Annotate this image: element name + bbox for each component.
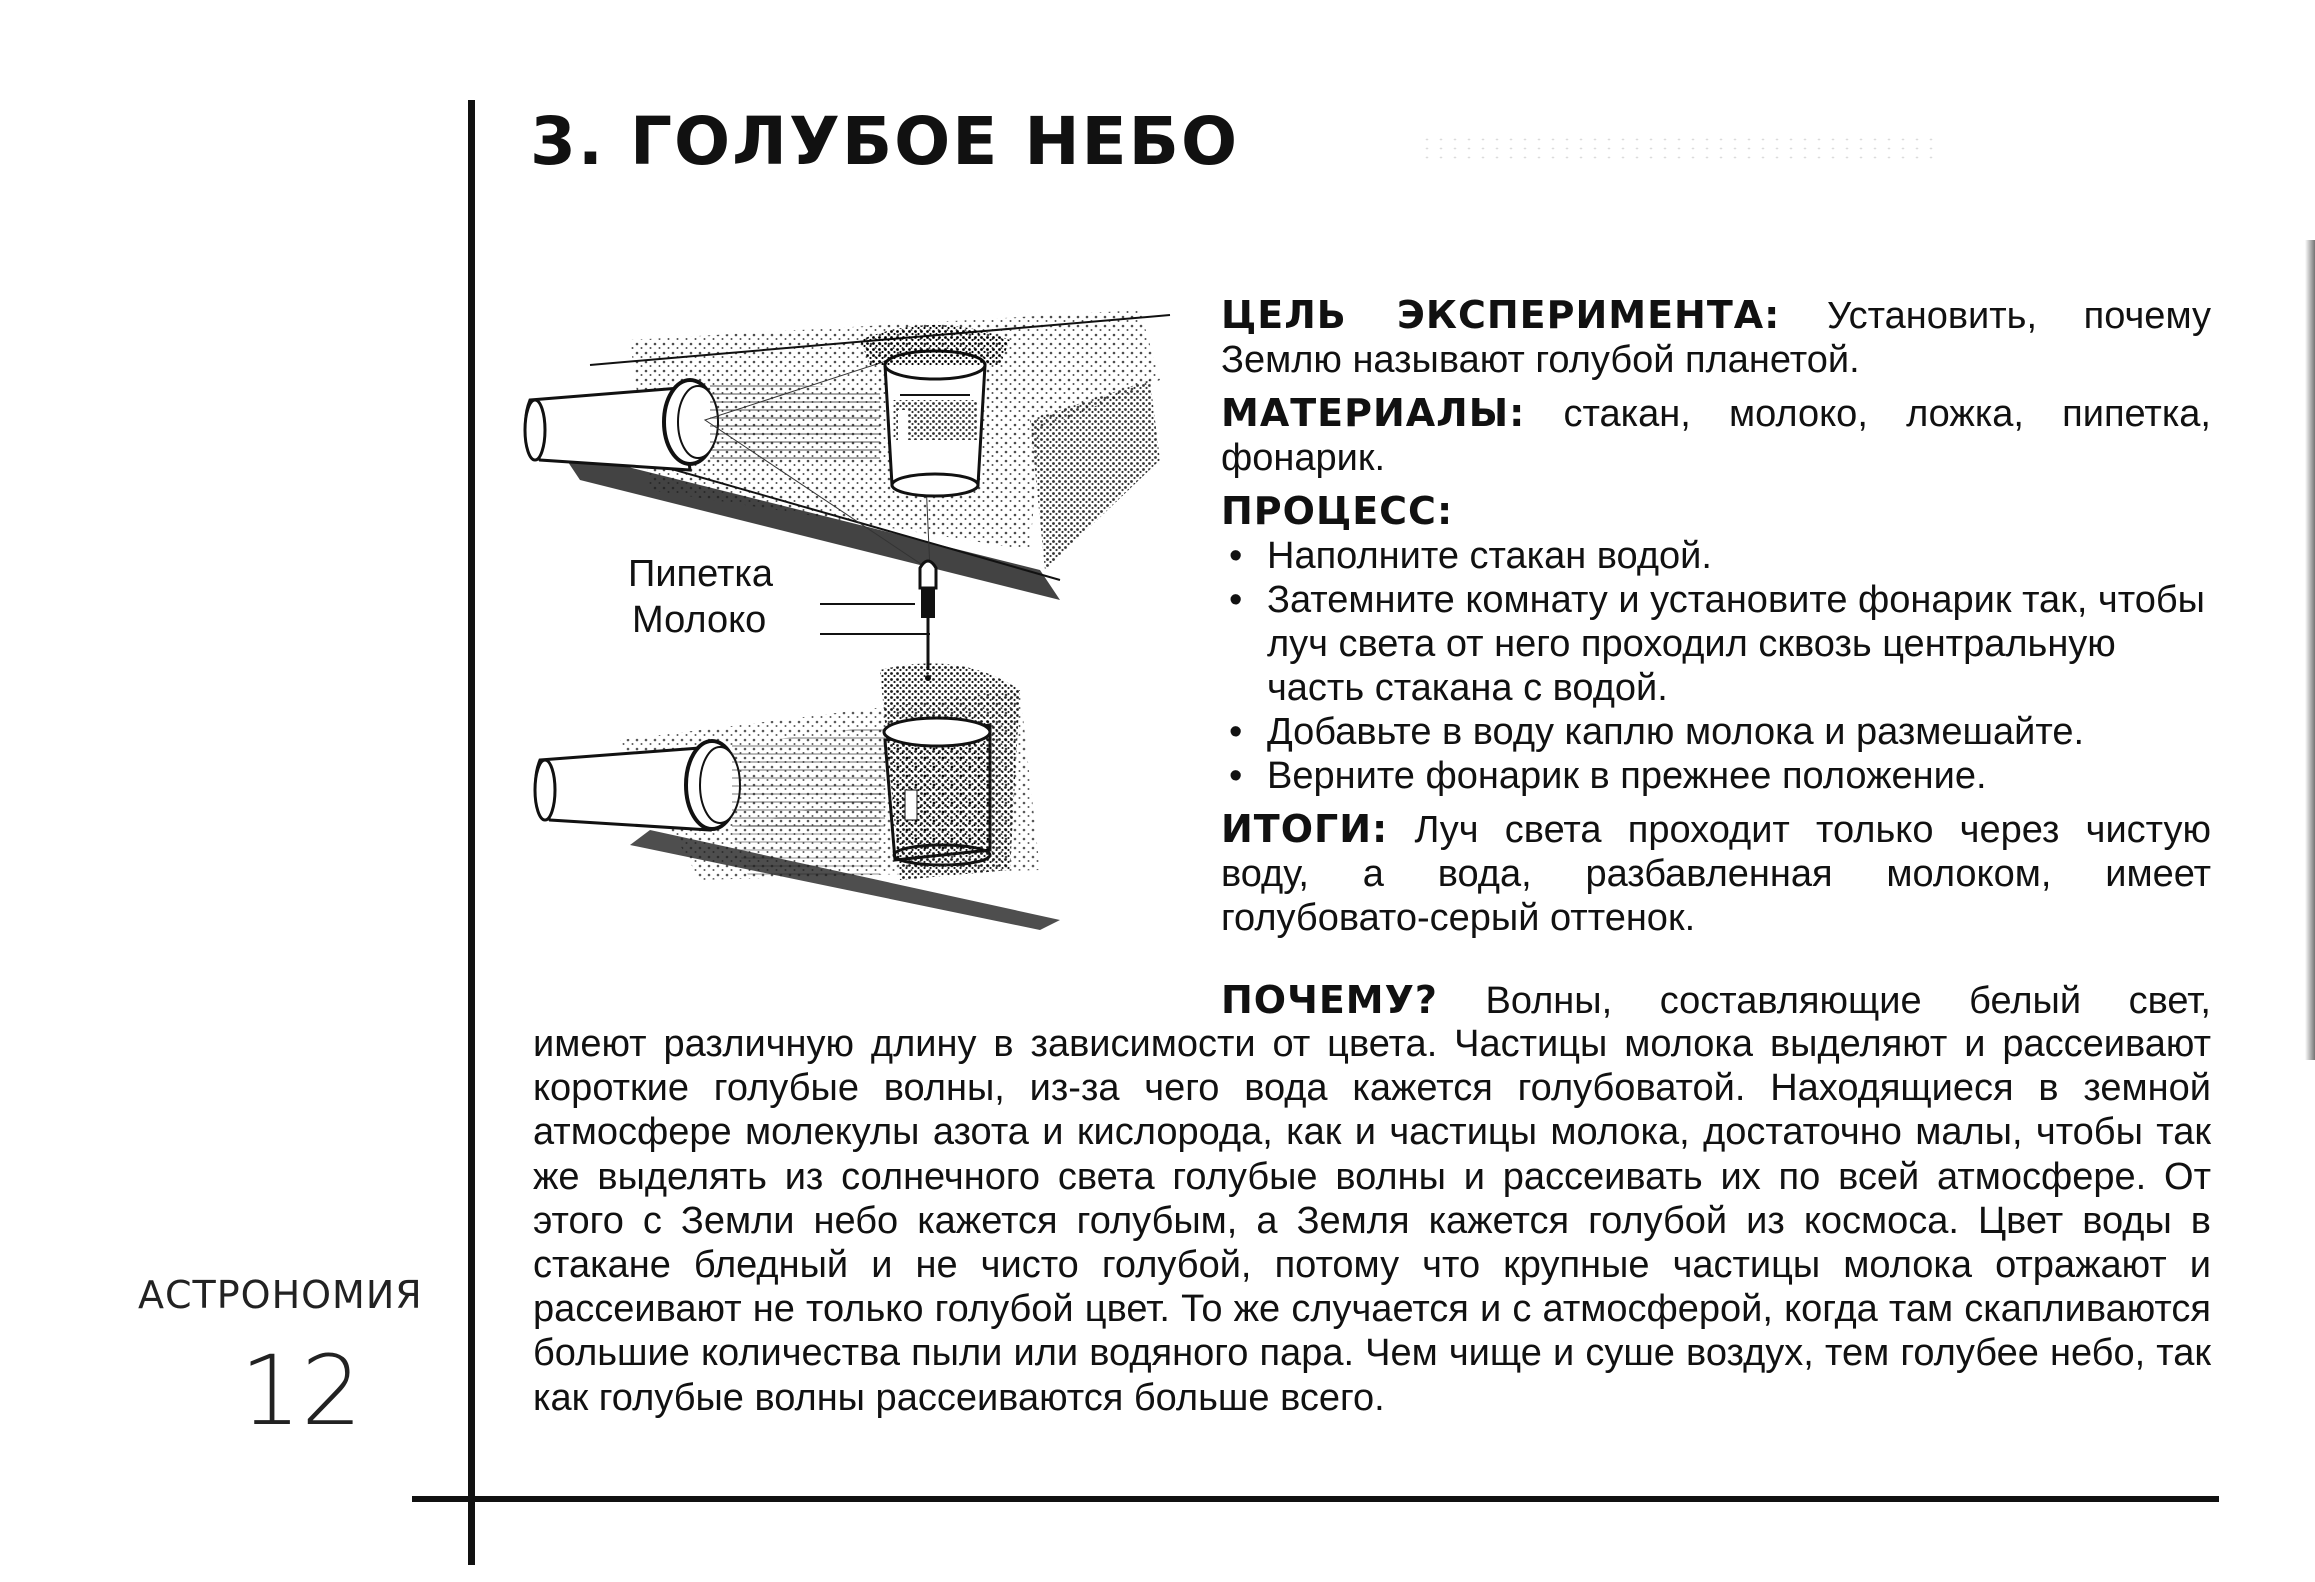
process-steps xyxy=(1221,534,2211,798)
results-paragraph xyxy=(1221,807,2211,940)
glass-clear-water xyxy=(885,351,985,496)
page-number: 12 xyxy=(240,1335,363,1447)
process-step: • Наполните стакан водой. xyxy=(1221,534,2211,578)
goal-paragraph xyxy=(1221,293,2211,382)
glass-milky-water xyxy=(884,718,990,865)
bottom-scene xyxy=(535,663,1060,930)
results-text: Луч света проходит только через чистую воду, а вода, разбавленная молоком, имеет голубовато-серый оттенок. xyxy=(1221,809,2211,939)
goal-text: Установить, почему Землю называют голубой планетой. xyxy=(1221,295,2211,381)
materials-heading: МАТЕРИАЛЫ: xyxy=(1221,391,1526,435)
goal-heading: ЦЕЛЬ ЭКСПЕРИМЕНТА: xyxy=(1221,293,1781,337)
label-milk: Молоко xyxy=(632,599,767,641)
illustration-svg xyxy=(500,270,1180,930)
vertical-rule xyxy=(468,100,475,1565)
materials-text: стакан, молоко, ложка, пипетка, фонарик. xyxy=(1221,393,2211,479)
process-step: • Затемните комнату и установите фонарик так, чтобы луч света от него проходил сквозь центральную часть стакана с водой. xyxy=(1221,578,2211,710)
experiment-illustration xyxy=(500,270,1180,930)
section-name: АСТРОНОМИЯ xyxy=(138,1273,423,1317)
process-paragraph xyxy=(1221,489,2211,534)
label-pipette: Пипетка xyxy=(628,553,773,595)
scan-noise xyxy=(1420,135,1940,165)
process-step: • Добавьте в воду каплю молока и размешайте. xyxy=(1221,710,2211,754)
results-heading: ИТОГИ: xyxy=(1221,807,1389,851)
top-scene xyxy=(525,310,1170,600)
why-body: имеют различную длину в зависимости от цвета. Частицы молока выделяют и рассеивают короткие голубые волны, из-за чего вода кажется голубоватой. Находящиеся в земной атмосфере молекулы азота и кислорода, как и частицы молока, достаточно малы, чтобы так же выделять из солнечного света голубые волны и рассеивать их по всей атмосфере. От этого с Земли небо кажется голубым, а Земля кажется голубой из космоса. Цвет воды в стакане бледный и не чисто голубой, потому что крупные частицы молока отражают и рассеивают не только голубой цвет. То же случается и с атмосферой, когда там скапливаются большие количества пыли или водяного пара. Чем чище и суше воздух, тем голубее небо, так как голубые волны рассеиваются больше всего. xyxy=(533,1023,2211,1419)
page-title: 3. ГОЛУБОЕ НЕБО xyxy=(530,103,1240,180)
process-step: • Верните фонарик в прежнее положение. xyxy=(1221,754,2211,798)
why-first-line xyxy=(1221,978,2211,1023)
process-heading: ПРОЦЕСС: xyxy=(1221,489,1454,533)
pipette-drawing xyxy=(820,561,936,681)
why-first-text: Волны, составляющие белый свет, xyxy=(1437,980,2211,1022)
experiment-description xyxy=(1221,293,2211,949)
bottom-rule xyxy=(412,1496,2219,1502)
why-heading: ПОЧЕМУ? xyxy=(1221,978,1438,1022)
scan-edge-shadow xyxy=(2305,240,2315,1060)
materials-paragraph xyxy=(1221,391,2211,480)
